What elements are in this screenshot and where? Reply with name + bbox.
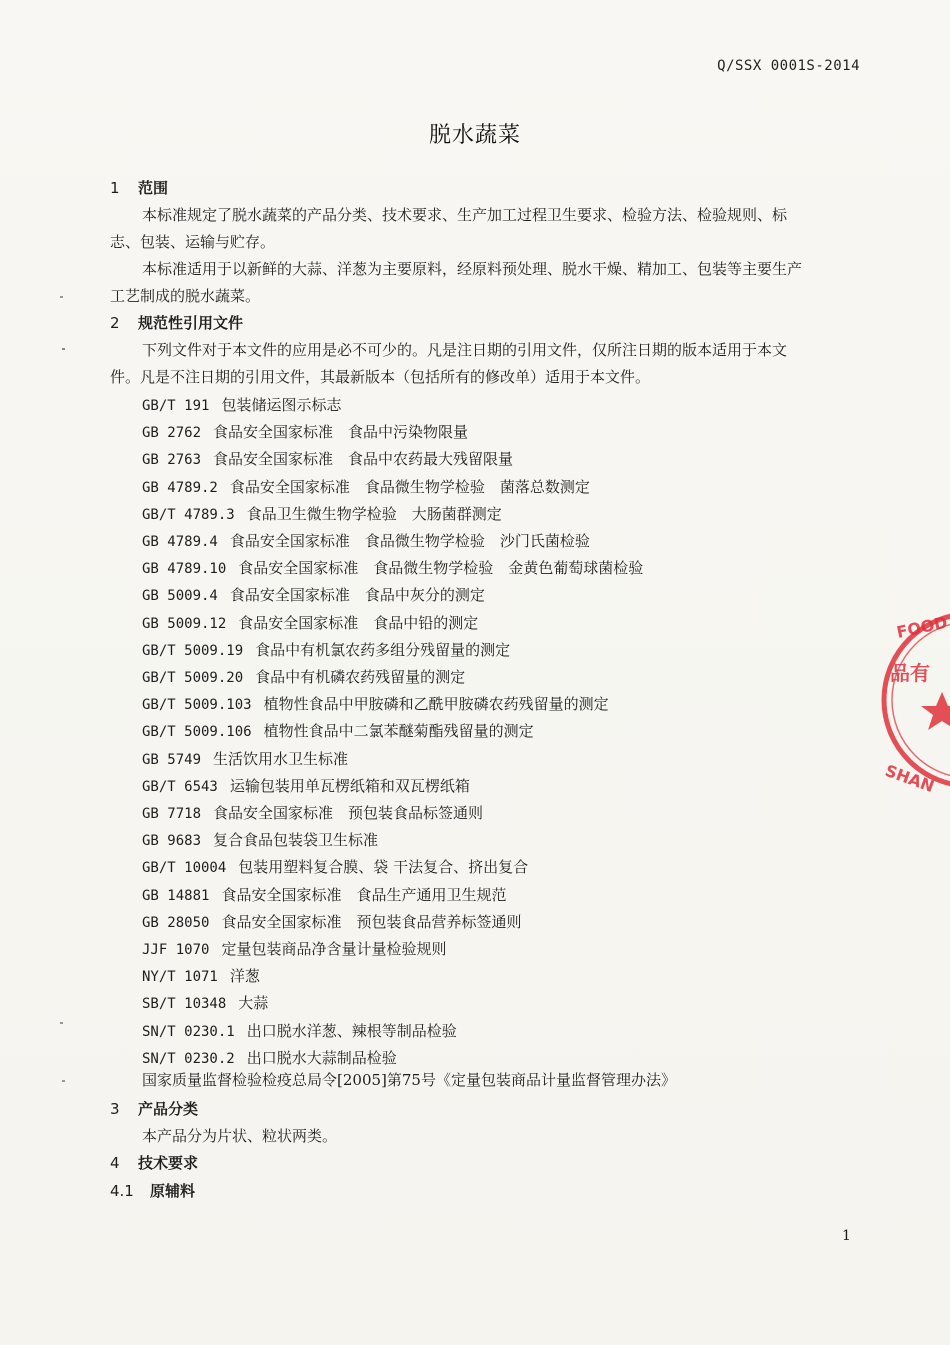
paragraph-line: 本标准规定了脱水蔬菜的产品分类、技术要求、生产加工过程卫生要求、检验方法、检验规则、标	[142, 206, 788, 224]
reference-code: GB/T 191	[142, 398, 210, 414]
reference-item	[142, 912, 521, 933]
reference-item	[142, 667, 465, 688]
section-2-heading	[110, 313, 243, 333]
reference-code: SN/T 0230.2	[142, 1050, 235, 1067]
reference-code: GB 2762	[142, 425, 202, 442]
section-title: 产品分类	[138, 1100, 199, 1118]
reference-item	[142, 477, 590, 498]
reference-code: GB 14881	[142, 887, 210, 904]
reference-item	[142, 830, 378, 851]
reference-item	[142, 694, 609, 715]
reference-item	[142, 585, 485, 606]
section-number: 1	[110, 179, 120, 197]
scan-speck	[62, 1080, 65, 1082]
reference-code: GB 5009.12	[142, 615, 227, 632]
reference-item	[142, 395, 341, 416]
paragraph-line: 志、包装、运输与贮存。	[110, 233, 276, 251]
reference-code: GB/T 4789.3	[142, 506, 235, 523]
star-icon	[921, 692, 950, 730]
reference-title: 包装储运图示标志	[221, 396, 342, 414]
reference-item	[142, 640, 510, 661]
reference-item	[142, 422, 468, 443]
reference-title: 生活饮用水卫生标准	[213, 749, 349, 768]
reference-item	[142, 885, 506, 906]
section-number: 4	[110, 1154, 120, 1172]
reference-item	[142, 558, 643, 579]
reference-title: 复合食品包装袋卫生标准	[213, 831, 379, 850]
section-number: 2	[110, 314, 120, 332]
reference-code: GB/T 5009.20	[142, 670, 244, 686]
reference-item	[142, 504, 502, 525]
reference-title: 食品中有机磷农药残留量的测定	[255, 668, 466, 686]
reference-code: GB/T 6543	[142, 778, 218, 795]
reference-code: GB 4789.10	[142, 561, 227, 578]
reference-title: 大蒜	[238, 994, 269, 1013]
reference-code: GB 28050	[142, 914, 210, 931]
reference-title: 食品安全国家标准 食品微生物学检验 金黄色葡萄球菌检验	[238, 559, 644, 578]
reference-title: 洋葱	[229, 967, 260, 986]
reference-title: 食品安全国家标准 食品中铅的测定	[238, 613, 479, 632]
reference-title: 包装用塑料复合膜、袋 干法复合、挤出复合	[238, 858, 529, 877]
scan-speck	[60, 296, 63, 298]
reference-title: 植物性食品中二氯苯醚菊酯残留量的测定	[263, 722, 534, 741]
regulation-reference: 国家质量监督检验检疫总局令[2005]第75号《定量包装商品计量监督管理办法》	[142, 1071, 676, 1089]
reference-title: 食品安全国家标准 食品生产通用卫生规范	[221, 885, 507, 904]
scan-speck	[60, 1022, 63, 1024]
standard-code: Q/SSX 0001S-2014	[717, 58, 860, 74]
reference-title: 食品安全国家标准 食品中灰分的测定	[229, 586, 485, 605]
reference-title: 植物性食品中甲胺磷和乙酰甲胺磷农药残留量的测定	[263, 695, 609, 714]
stamp-text-top: FOOD	[894, 612, 950, 642]
reference-title: 食品安全国家标准 食品中农药最大残留限量	[213, 450, 514, 469]
reference-title: 食品安全国家标准 食品微生物学检验 菌落总数测定	[229, 477, 590, 496]
reference-code: GB 7718	[142, 806, 202, 822]
reference-item	[142, 993, 268, 1014]
scan-speck	[62, 348, 65, 350]
reference-item	[142, 721, 534, 742]
reference-code: GB 4789.2	[142, 479, 218, 496]
reference-title: 出口脱水大蒜制品检验	[246, 1048, 397, 1067]
paragraph-line: 件。凡是不注日期的引用文件，其最新版本（包括所有的修改单）适用于本文件。	[110, 368, 651, 386]
reference-code: GB 9683	[142, 833, 202, 850]
reference-title: 食品安全国家标准 预包装食品营养标签通则	[221, 912, 522, 931]
reference-code: SB/T 10348	[142, 996, 227, 1013]
reference-item	[142, 803, 483, 824]
reference-code: GB 5749	[142, 751, 202, 768]
reference-code: GB 5009.4	[142, 588, 218, 605]
page-number: 1	[842, 1228, 851, 1244]
reference-item	[142, 449, 513, 470]
reference-title: 定量包装商品净含量计量检验规则	[221, 940, 447, 958]
company-seal-stamp	[880, 600, 950, 800]
reference-title: 出口脱水洋葱、辣根等制品检验	[246, 1021, 457, 1040]
reference-item	[142, 939, 446, 960]
reference-title: 食品安全国家标准 预包装食品标签通则	[213, 804, 484, 822]
reference-item	[142, 531, 590, 552]
paragraph-line: 本标准适用于以新鲜的大蒜、洋葱为主要原料，经原料预处理、脱水干燥、精加工、包装等主要生产	[142, 260, 803, 278]
section-title: 规范性引用文件	[138, 314, 244, 332]
reference-code: GB/T 5009.103	[142, 697, 252, 714]
reference-code: GB/T 5009.19	[142, 642, 244, 659]
section-4-heading	[110, 1153, 198, 1173]
reference-title: 食品中有机氯农药多组分残留量的测定	[255, 640, 511, 659]
section-title: 范围	[138, 179, 169, 197]
reference-item	[142, 966, 260, 987]
stamp-text-bottom: SHAN	[882, 760, 937, 797]
section-3-heading	[110, 1099, 198, 1119]
reference-item	[142, 1048, 397, 1069]
paragraph-line: 下列文件对于本文件的应用是必不可少的。凡是注日期的引用文件，仅所注日期的版本适用于本文	[142, 341, 788, 359]
reference-code: JJF 1070	[142, 942, 210, 958]
paragraph-line: 工艺制成的脱水蔬菜。	[110, 287, 261, 305]
reference-title: 食品安全国家标准 食品微生物学检验 沙门氏菌检验	[229, 532, 590, 550]
section-4-1-heading	[110, 1181, 195, 1201]
section-1-heading	[110, 178, 168, 198]
reference-item	[142, 1021, 457, 1042]
reference-item	[142, 857, 528, 878]
paragraph-line: 本产品分为片状、粒状两类。	[142, 1127, 338, 1145]
reference-code: SN/T 0230.1	[142, 1023, 235, 1040]
reference-code: GB/T 5009.106	[142, 724, 252, 741]
reference-code: GB 4789.4	[142, 534, 218, 550]
reference-item	[142, 613, 478, 634]
stamp-text-side: 品有	[890, 661, 930, 685]
reference-code: NY/T 1071	[142, 969, 218, 986]
section-number: 4.1	[110, 1182, 134, 1200]
reference-code: GB 2763	[142, 452, 202, 469]
reference-title: 食品安全国家标准 食品中污染物限量	[213, 423, 469, 442]
reference-item	[142, 749, 348, 770]
section-title: 技术要求	[138, 1154, 199, 1172]
section-title: 原辅料	[150, 1182, 196, 1200]
reference-title: 运输包装用单瓦楞纸箱和双瓦楞纸箱	[229, 776, 470, 795]
document-title: 脱水蔬菜	[428, 123, 521, 148]
reference-item	[142, 776, 470, 797]
reference-title: 食品卫生微生物学检验 大肠菌群测定	[246, 504, 502, 523]
section-number: 3	[110, 1100, 120, 1118]
reference-code: GB/T 10004	[142, 860, 227, 877]
